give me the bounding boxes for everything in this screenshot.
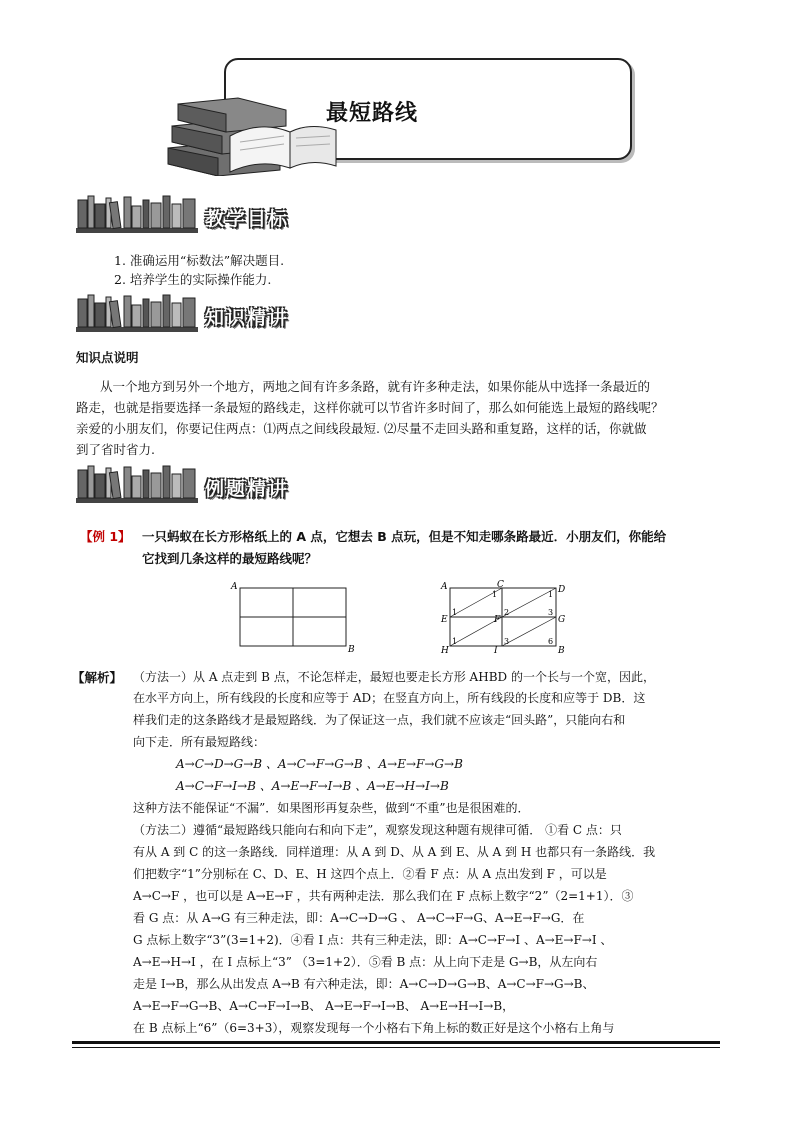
point-i: I [494,646,498,654]
footer-rule [72,1041,720,1044]
point-h: H [441,646,449,654]
num-d: 1 [548,590,554,599]
num-b: 6 [548,637,554,646]
analysis-line-14: A→E→H→I ，在 I 点标上“3” （3=1+2）．⑤看 B 点：从上向下走是 G→B，从左向右 [133,955,598,969]
knowledge-line-2: 路走，也就是指要选择一条最短的路线走，这样你就可以节省许多时间了，那么如何能选上最短的路线呢？ [76,400,664,415]
num-e: 1 [452,608,458,617]
example-tag: 【例 1】 [80,529,131,544]
knowledge-line-4: 到了省时省力. [76,442,155,457]
analysis-line-13: G 点标上数字“3”(3=1+2)．④看 I 点：共有三种走法，即：A→C→F→I 、A→E→F→I 、 [133,933,613,947]
analysis-tag: 【解析】 [72,670,123,685]
section-title-goals: 教学目标 [205,208,290,230]
example-question-line-2: 它找到几条这样的最短路线呢？ [142,551,318,566]
analysis-line-11: A→C→F ，也可以是 A→E→F ，共有两种走法．那么我们在 F 点标上数字“2”（2=1+1）．③ [133,889,634,903]
knowledge-heading: 知识点说明 [76,350,139,365]
analysis-line-9: 有从 A 到 C 的这一条路线．同样道理：从 A 到 D、从 A 到 E、从 A 到 H 也都只有一条路线．我 [133,845,656,859]
analysis-line-8: （方法二）遵循“最短路线只能向右和向下走”，观察发现这种题有规律可循． ①看 C 点：只 [133,823,622,837]
footer-rule-thin [72,1047,720,1048]
label-b: B [348,645,355,654]
point-a: A [441,582,448,592]
point-f: F [494,615,501,625]
analysis-line-12: 看 G 点：从 A→G 有三种走法，即：A→C→D→G 、 A→C→F→G、A→E→F→G．在 [133,911,585,925]
point-c: C [497,580,504,590]
analysis-line-1: （方法一）从 A 点走到 B 点，不论怎样走，最短也要走长方形 AHBD 的一个长与一个宽，因此， [133,670,655,684]
point-e: E [441,615,448,625]
goal-item-1: 1. 准确运用“标数法”解决题目. [114,253,285,268]
example-question-line-1: 一只蚂蚁在长方形格纸上的 A 点，它想去 B 点玩，但是不知走哪条路最近．小朋友们，你能给 [142,529,667,544]
label-a: A [231,582,238,592]
books-icon [160,96,340,176]
analysis-line-5: A→C→D→G→B 、A→C→F→G→B 、A→E→F→G→B [176,757,463,771]
section-title-examples: 例题精讲 [205,478,290,500]
num-g: 3 [548,608,554,617]
point-g: G [558,615,566,625]
figure-grid-labeled [436,580,566,658]
analysis-line-3: 样我们走的这条路线才是最短路线．为了保证这一点，我们就不应该走“回头路”，只能向右和 [133,713,626,727]
analysis-line-10: 们把数字“1”分别标在 C、D、E、H 这四个点上．②看 F 点：从 A 点出发到 F ，可以是 [133,867,607,881]
point-b: B [558,646,565,654]
num-i: 3 [504,637,510,646]
section-banner-icon [76,293,198,337]
page-title: 最短路线 [326,101,419,126]
analysis-line-2: 在水平方向上，所有线段的长度和应等于 AD；在竖直方向上，所有线段的长度和应等于 DB．这 [133,691,646,705]
section-title-knowledge: 知识精讲 [205,307,290,329]
point-d: D [558,585,566,595]
analysis-line-4: 向下走．所有最短路线： [133,735,266,749]
knowledge-line-1: 从一个地方到另外一个地方，两地之间有许多条路，就有许多种走法，如果你能从中选择一条最近的 [100,379,651,394]
num-c: 1 [492,590,498,599]
figure-grid-plain [230,580,360,658]
knowledge-line-3: 亲爱的小朋友们，你要记住两点：⑴两点之间线段最短. ⑵尽量不走回头路和重复路，这样的话，你就做 [76,421,647,436]
analysis-line-17: 在 B 点标上“6”（6=3+3），观察发现每一个小格右下角上标的数正好是这个小格右上角与 [133,1021,615,1035]
analysis-line-16: A→E→F→G→B、A→C→F→I→B、 A→E→F→I→B、 A→E→H→I→B， [133,999,515,1013]
analysis-line-6: A→C→F→I→B 、A→E→F→I→B 、A→E→H→I→B [176,779,449,793]
analysis-line-7: 这种方法不能保证“不漏”．如果图形再复杂些，做到“不重”也是很困难的． [133,801,530,815]
section-banner-icon [76,464,198,508]
num-f: 2 [504,608,510,617]
analysis-line-15: 走是 I→B，那么从出发点 A→B 有六种走法，即：A→C→D→G→B、A→C→F→G→B、 [133,977,595,991]
num-h: 1 [452,637,458,646]
goal-item-2: 2. 培养学生的实际操作能力. [114,272,272,287]
section-banner-icon [76,194,198,238]
